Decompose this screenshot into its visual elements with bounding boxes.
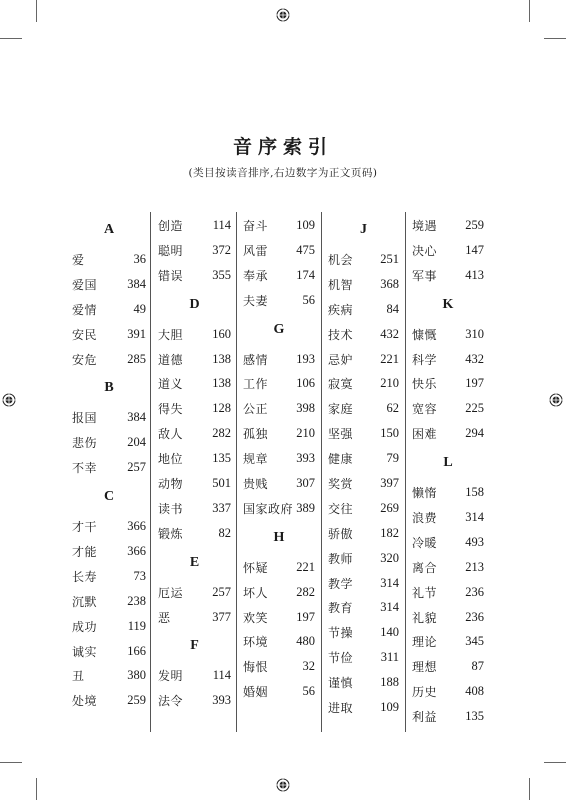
- index-entry: [243, 421, 315, 446]
- index-entry: [412, 421, 484, 446]
- crop-mark: [36, 0, 37, 22]
- index-entry: [72, 405, 146, 430]
- index-term: 规章: [243, 452, 269, 467]
- index-entry: [72, 589, 146, 614]
- index-term: 恶: [158, 610, 171, 625]
- index-page-number: 221: [296, 559, 315, 574]
- index-term: 敌人: [158, 427, 184, 442]
- index-entry: [412, 580, 484, 605]
- index-entry: [412, 505, 484, 530]
- index-entry: [72, 272, 146, 297]
- index-entry: [328, 521, 399, 546]
- crop-mark: [544, 38, 566, 39]
- index-page-number: 269: [380, 500, 399, 515]
- index-term: 进取: [328, 700, 354, 715]
- index-page-number: 393: [296, 451, 315, 466]
- index-page-number: 259: [465, 217, 484, 232]
- index-entry: [72, 430, 146, 455]
- index-page-number: 182: [380, 525, 399, 540]
- index-term: 地位: [158, 452, 184, 467]
- index-term: 得失: [158, 402, 184, 417]
- index-term: 才能: [72, 544, 98, 559]
- index-term: 爱: [72, 252, 85, 267]
- index-page-number: 257: [212, 584, 231, 599]
- index-page-number: 282: [296, 584, 315, 599]
- index-entry: [328, 421, 399, 446]
- index-term: 懒惰: [412, 486, 438, 501]
- index-entry: [328, 620, 399, 645]
- index-page-number: 147: [465, 242, 484, 257]
- index-term: 长寿: [72, 569, 98, 584]
- index-entry: [158, 496, 231, 521]
- index-column: [72, 213, 146, 713]
- index-entry: [72, 663, 146, 688]
- index-page-number: 259: [127, 693, 146, 708]
- index-term: 不幸: [72, 461, 98, 476]
- index-entry: [243, 371, 315, 396]
- index-entry: [412, 263, 484, 288]
- index-page-number: 366: [127, 519, 146, 534]
- index-page-number: 372: [212, 242, 231, 257]
- index-entry: [243, 629, 315, 654]
- index-term: 爱情: [72, 302, 98, 317]
- index-page-number: 150: [380, 426, 399, 441]
- index-page-number: 345: [465, 634, 484, 649]
- index-entry: [72, 539, 146, 564]
- crop-mark: [0, 38, 22, 39]
- crop-mark: [529, 0, 530, 22]
- section-letter-heading: D: [189, 296, 200, 312]
- index-entry: [328, 496, 399, 521]
- column-divider: [236, 212, 237, 732]
- index-page-number: 314: [380, 575, 399, 590]
- index-term: 丑: [72, 669, 85, 684]
- index-page-number: 408: [465, 684, 484, 699]
- index-page-number: 493: [465, 534, 484, 549]
- index-entry: [158, 213, 231, 238]
- index-term: 厄运: [158, 585, 184, 600]
- index-page-number: 210: [380, 376, 399, 391]
- index-page-number: 257: [127, 460, 146, 475]
- index-page-number: 380: [127, 668, 146, 683]
- index-column: [158, 213, 231, 713]
- index-entry: [412, 322, 484, 347]
- index-entry: [158, 521, 231, 546]
- index-page-number: 225: [465, 401, 484, 416]
- index-page-number: 158: [465, 485, 484, 500]
- index-entry: [412, 555, 484, 580]
- index-page-number: 307: [296, 475, 315, 490]
- index-page-number: 355: [212, 267, 231, 282]
- index-term: 环境: [243, 635, 269, 650]
- page-subtitle: (类目按读音排序,右边数字为正文页码): [188, 167, 378, 179]
- index-term: 道义: [158, 377, 184, 392]
- index-term: 贵贱: [243, 476, 269, 491]
- index-entry: [72, 297, 146, 322]
- section-letter-heading: H: [273, 529, 285, 545]
- index-entry: [328, 670, 399, 695]
- index-entry: [412, 480, 484, 505]
- section-letter-heading: J: [360, 222, 367, 237]
- index-entry: [158, 322, 231, 347]
- index-term: 宽容: [412, 402, 438, 417]
- index-entry: [328, 645, 399, 670]
- index-entry: [243, 654, 315, 679]
- index-term: 教师: [328, 551, 354, 566]
- index-page-number: 84: [386, 301, 399, 316]
- index-entry: [158, 238, 231, 263]
- index-term: 感情: [243, 352, 269, 367]
- index-term: 礼节: [412, 585, 438, 600]
- index-entry: [243, 605, 315, 630]
- index-entry: [243, 679, 315, 704]
- index-term: 安民: [72, 327, 98, 342]
- index-entry: [158, 446, 231, 471]
- index-page-number: 389: [296, 500, 315, 515]
- index-page-number: 119: [127, 618, 146, 633]
- index-term: 节俭: [328, 651, 354, 666]
- index-term: 困难: [412, 427, 438, 442]
- index-term: 孤独: [243, 427, 269, 442]
- index-page-number: 87: [471, 659, 484, 674]
- index-page-number: 114: [212, 668, 231, 683]
- index-term: 忌妒: [328, 352, 354, 367]
- index-term: 科学: [412, 352, 438, 367]
- index-page-number: 138: [212, 376, 231, 391]
- index-term: 道德: [158, 352, 184, 367]
- index-term: 教学: [328, 576, 354, 591]
- index-entry: [158, 471, 231, 496]
- index-term: 报国: [72, 411, 98, 426]
- index-term: 创造: [158, 218, 184, 233]
- index-entry: [72, 514, 146, 539]
- index-term: 快乐: [412, 377, 438, 392]
- index-page-number: 62: [386, 401, 399, 416]
- index-column: [243, 213, 315, 704]
- registration-mark-icon: [2, 393, 16, 407]
- index-term: 大胆: [158, 327, 184, 342]
- section-letter-heading: E: [189, 554, 200, 570]
- index-entry: [328, 396, 399, 421]
- index-term: 婚姻: [243, 685, 269, 700]
- index-entry: [158, 371, 231, 396]
- index-page-number: 377: [212, 609, 231, 624]
- index-page-number: 432: [465, 351, 484, 366]
- index-page-number: 56: [302, 684, 315, 699]
- index-page-number: 311: [380, 650, 399, 665]
- index-page-number: 213: [465, 559, 484, 574]
- section-letter-heading: C: [103, 489, 115, 505]
- index-term: 错误: [158, 268, 184, 283]
- index-term: 历史: [412, 685, 438, 700]
- index-page-number: 366: [127, 543, 146, 558]
- section-letter-heading: A: [103, 222, 115, 237]
- index-entry: [243, 263, 315, 288]
- index-term: 锻炼: [158, 526, 184, 541]
- index-page-number: 73: [133, 568, 146, 583]
- registration-mark-icon: [276, 8, 290, 22]
- index-entry: [158, 688, 231, 713]
- index-page-number: 197: [465, 376, 484, 391]
- index-page-number: 166: [127, 643, 146, 658]
- index-entry: [412, 396, 484, 421]
- index-entry: [328, 695, 399, 720]
- index-term: 读书: [158, 501, 184, 516]
- index-entry: [72, 247, 146, 272]
- index-term: 冷暖: [412, 535, 438, 550]
- index-page-number: 337: [212, 500, 231, 515]
- crop-mark: [544, 762, 566, 763]
- index-term: 悲伤: [72, 436, 98, 451]
- index-entry: [328, 571, 399, 596]
- index-page-number: 221: [380, 351, 399, 366]
- index-entry: [328, 546, 399, 571]
- index-term: 骄傲: [328, 526, 354, 541]
- index-term: 境遇: [412, 218, 438, 233]
- crop-mark: [36, 778, 37, 800]
- index-entry: [412, 654, 484, 679]
- index-term: 决心: [412, 243, 438, 258]
- index-entry: [243, 347, 315, 372]
- index-term: 理想: [412, 660, 438, 675]
- index-entry: [72, 347, 146, 372]
- index-entry: [243, 496, 315, 521]
- index-page-number: 384: [127, 410, 146, 425]
- index-term: 慷慨: [412, 327, 438, 342]
- index-term: 欢笑: [243, 610, 269, 625]
- index-page-number: 193: [296, 351, 315, 366]
- index-entry: [412, 347, 484, 372]
- index-term: 离合: [412, 560, 438, 575]
- index-term: 动物: [158, 476, 184, 491]
- index-term: 利益: [412, 710, 438, 725]
- index-term: 家庭: [328, 402, 354, 417]
- index-term: 处境: [72, 694, 98, 709]
- index-term: 安危: [72, 352, 98, 367]
- index-page-number: 314: [465, 509, 484, 524]
- index-page-number: 114: [212, 217, 231, 232]
- index-term: 技术: [328, 327, 354, 342]
- index-page-number: 480: [296, 634, 315, 649]
- index-entry: [328, 371, 399, 396]
- column-divider: [405, 212, 406, 732]
- index-term: 理论: [412, 635, 438, 650]
- index-page-number: 204: [127, 435, 146, 450]
- index-page-number: 36: [133, 251, 146, 266]
- index-term: 法令: [158, 694, 184, 709]
- index-entry: [243, 471, 315, 496]
- index-entry: [328, 322, 399, 347]
- index-term: 军事: [412, 268, 438, 283]
- index-entry: [328, 446, 399, 471]
- registration-mark-icon: [549, 393, 563, 407]
- index-page-number: 397: [380, 475, 399, 490]
- index-term: 公正: [243, 402, 269, 417]
- index-term: 爱国: [72, 277, 98, 292]
- index-page-number: 49: [133, 301, 146, 316]
- index-term: 机会: [328, 252, 354, 267]
- index-column: [412, 213, 484, 729]
- index-page-number: 314: [380, 600, 399, 615]
- index-entry: [328, 272, 399, 297]
- index-page-number: 174: [296, 267, 315, 282]
- index-term: 谨慎: [328, 676, 354, 691]
- section-letter-heading: F: [190, 638, 199, 654]
- column-divider: [321, 212, 322, 732]
- index-entry: [412, 213, 484, 238]
- index-page-number: 128: [212, 401, 231, 416]
- index-column: [328, 213, 399, 720]
- index-entry: [412, 605, 484, 630]
- index-entry: [158, 421, 231, 446]
- index-page-number: 236: [465, 609, 484, 624]
- index-entry: [72, 614, 146, 639]
- index-entry: [72, 455, 146, 480]
- index-entry: [158, 605, 231, 630]
- index-page-number: 320: [380, 550, 399, 565]
- index-term: 寂寞: [328, 377, 354, 392]
- index-page-number: 236: [465, 584, 484, 599]
- index-term: 聪明: [158, 243, 184, 258]
- index-entry: [412, 530, 484, 555]
- index-page-number: 398: [296, 401, 315, 416]
- index-entry: [158, 663, 231, 688]
- index-page-number: 32: [302, 659, 315, 674]
- index-entry: [158, 396, 231, 421]
- index-page-number: 432: [380, 326, 399, 341]
- index-page-number: 501: [212, 475, 231, 490]
- index-entry: [158, 580, 231, 605]
- index-entry: [72, 564, 146, 589]
- index-page-number: 135: [465, 709, 484, 724]
- index-page-number: 109: [296, 217, 315, 232]
- index-term: 教育: [328, 601, 354, 616]
- index-term: 夫妻: [243, 293, 269, 308]
- index-entry: [328, 471, 399, 496]
- index-page-number: 238: [127, 593, 146, 608]
- index-entry: [412, 679, 484, 704]
- index-page-number: 282: [212, 426, 231, 441]
- page-title: 音序索引: [232, 136, 333, 158]
- index-page-number: 138: [212, 351, 231, 366]
- index-entry: [158, 263, 231, 288]
- index-page-number: 56: [302, 292, 315, 307]
- index-page-number: 140: [380, 625, 399, 640]
- index-page-number: 310: [465, 326, 484, 341]
- index-entry: [243, 555, 315, 580]
- index-term: 才干: [72, 520, 98, 535]
- index-page-number: 294: [465, 426, 484, 441]
- index-term: 悔恨: [243, 660, 269, 675]
- index-page-number: 197: [296, 609, 315, 624]
- index-term: 沉默: [72, 594, 98, 609]
- index-page-number: 210: [296, 426, 315, 441]
- index-entry: [158, 347, 231, 372]
- index-term: 机智: [328, 277, 354, 292]
- index-entry: [328, 297, 399, 322]
- index-page-number: 135: [212, 451, 231, 466]
- index-term: 奋斗: [243, 218, 269, 233]
- index-term: 浪费: [412, 510, 438, 525]
- index-page-number: 79: [386, 451, 399, 466]
- registration-mark-icon: [276, 778, 290, 792]
- index-term: 坏人: [243, 585, 269, 600]
- index-page-number: 82: [218, 525, 231, 540]
- index-term: 诚实: [72, 644, 98, 659]
- index-term: 坚强: [328, 427, 354, 442]
- index-term: 国家政府: [243, 501, 294, 516]
- section-letter-heading: L: [443, 455, 453, 471]
- index-entry: [412, 371, 484, 396]
- section-letter-heading: G: [273, 321, 285, 337]
- index-entry: [243, 446, 315, 471]
- index-entry: [72, 639, 146, 664]
- index-page-number: 285: [127, 351, 146, 366]
- index-term: 奖赏: [328, 476, 354, 491]
- index-page-number: 188: [380, 675, 399, 690]
- index-page-number: 384: [127, 276, 146, 291]
- index-page-number: 413: [465, 267, 484, 282]
- index-term: 奉承: [243, 268, 269, 283]
- index-term: 怀疑: [243, 560, 269, 575]
- index-entry: [328, 595, 399, 620]
- index-page-number: 251: [380, 251, 399, 266]
- crop-mark: [0, 762, 22, 763]
- index-page-number: 391: [127, 326, 146, 341]
- index-term: 疾病: [328, 302, 354, 317]
- index-page-number: 106: [296, 376, 315, 391]
- index-entry: [243, 213, 315, 238]
- index-entry: [328, 247, 399, 272]
- index-term: 节操: [328, 626, 354, 641]
- index-term: 交往: [328, 501, 354, 516]
- index-term: 风雷: [243, 243, 269, 258]
- index-term: 工作: [243, 377, 269, 392]
- crop-mark: [529, 778, 530, 800]
- index-entry: [243, 288, 315, 313]
- index-term: 成功: [72, 619, 98, 634]
- index-entry: [72, 688, 146, 713]
- index-term: 发明: [158, 669, 184, 684]
- index-page-number: 160: [212, 326, 231, 341]
- index-entry: [243, 238, 315, 263]
- index-page-number: 109: [380, 699, 399, 714]
- index-page-number: 475: [296, 242, 315, 257]
- index-entry: [328, 347, 399, 372]
- section-letter-heading: K: [442, 296, 454, 312]
- index-term: 礼貌: [412, 610, 438, 625]
- index-entry: [243, 580, 315, 605]
- index-entry: [412, 704, 484, 729]
- index-entry: [243, 396, 315, 421]
- index-entry: [412, 629, 484, 654]
- index-term: 健康: [328, 452, 354, 467]
- index-page-number: 393: [212, 693, 231, 708]
- index-entry: [72, 322, 146, 347]
- column-divider: [150, 212, 151, 732]
- section-letter-heading: B: [104, 380, 114, 396]
- index-entry: [412, 238, 484, 263]
- index-page-number: 368: [380, 276, 399, 291]
